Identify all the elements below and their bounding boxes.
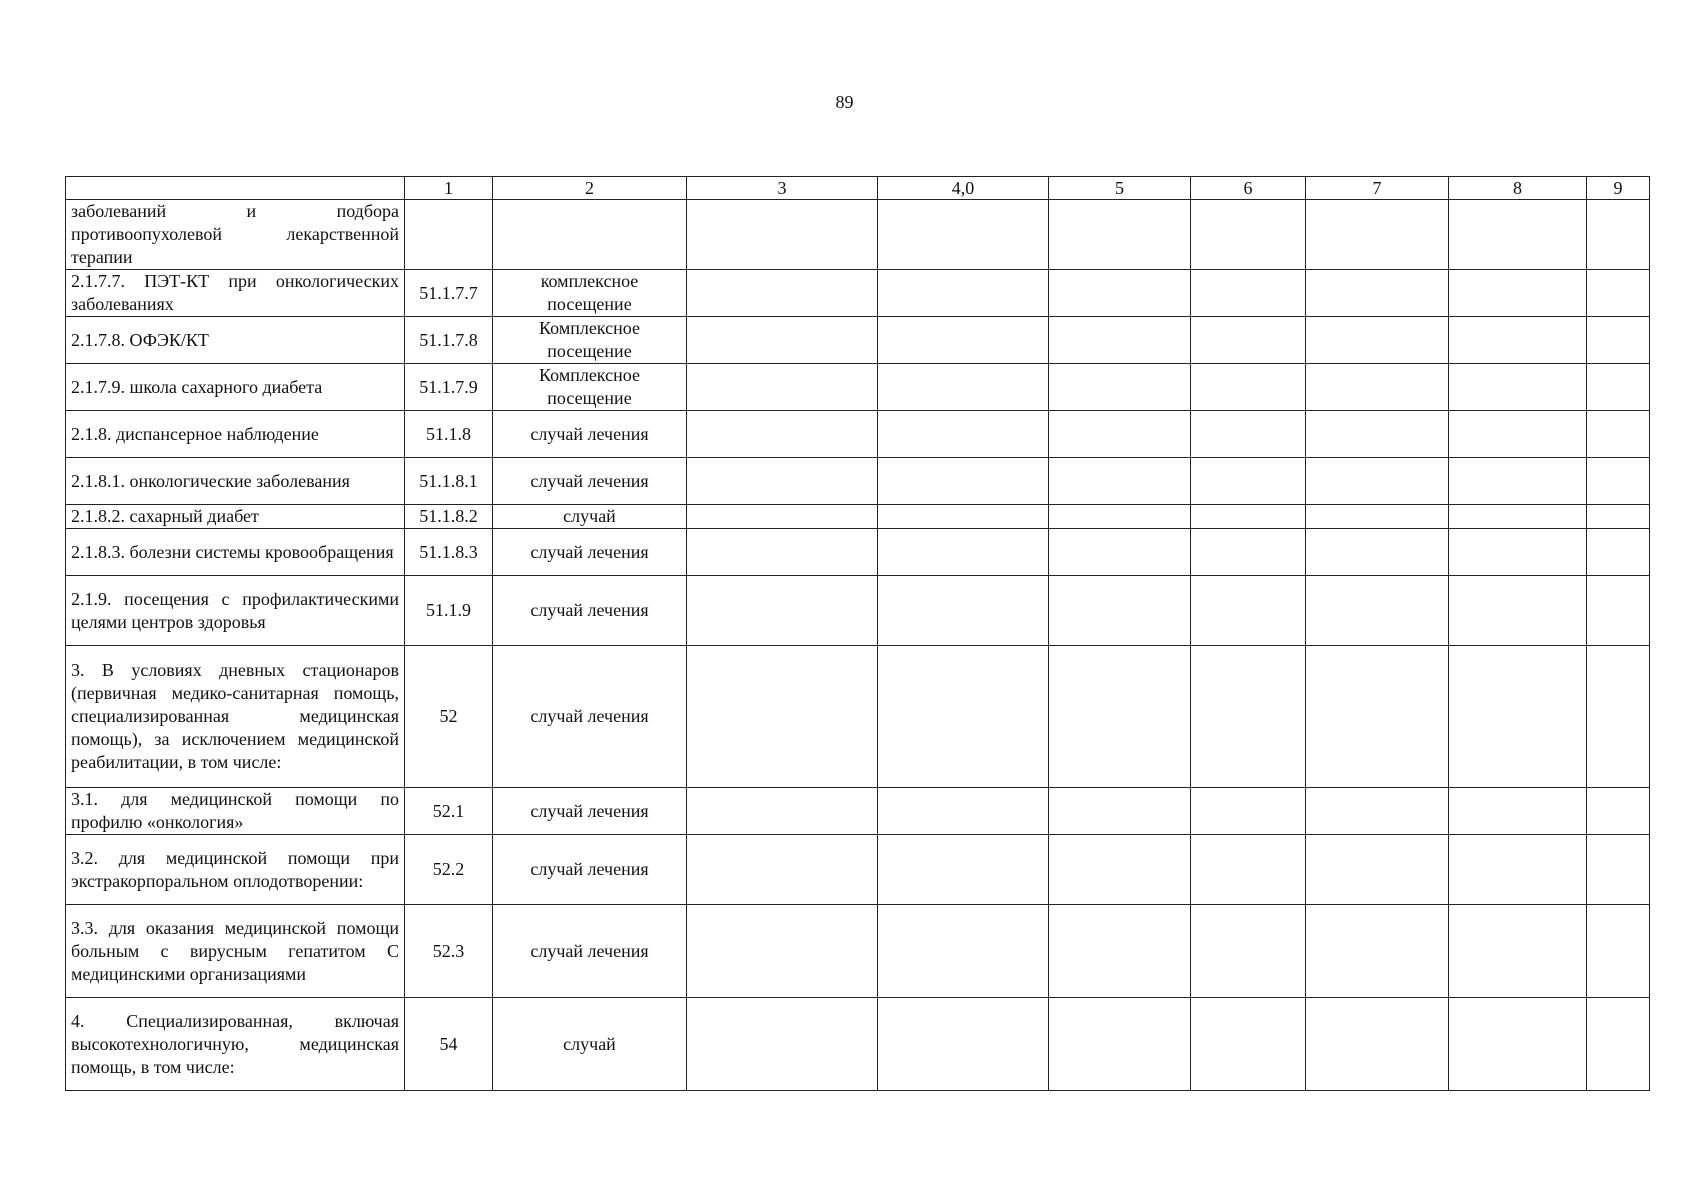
empty-cell [1449,317,1587,364]
row-unit-cell: Комплексное посещение [493,364,687,411]
empty-cell [1449,200,1587,270]
empty-cell [687,905,878,998]
empty-cell [1587,905,1650,998]
header-cell: 3 [687,177,878,200]
empty-cell [1306,458,1449,505]
empty-cell [1191,364,1306,411]
row-name-cell: 4. Специализированная, включая высокотехнологичную, медицинская помощь, в том числе: [66,998,405,1091]
empty-cell [1587,364,1650,411]
row-code-cell: 52 [405,646,493,788]
table-row [66,646,1650,788]
empty-cell [687,317,878,364]
table-row [66,529,1650,576]
empty-cell [1587,788,1650,835]
empty-cell [878,317,1049,364]
empty-cell [878,505,1049,529]
empty-cell [1049,411,1191,458]
row-name-cell: 2.1.8. диспансерное наблюдение [66,411,405,458]
empty-cell [1049,200,1191,270]
empty-cell [1049,788,1191,835]
empty-cell [878,270,1049,317]
row-code-cell: 51.1.7.9 [405,364,493,411]
empty-cell [1191,200,1306,270]
empty-cell [1587,646,1650,788]
empty-cell [1449,998,1587,1091]
empty-cell [687,270,878,317]
row-unit-cell: случай лечения [493,788,687,835]
empty-cell [1587,998,1650,1091]
empty-cell [687,505,878,529]
table-row [66,270,1650,317]
header-row [66,177,1650,200]
row-unit-cell: случай лечения [493,905,687,998]
empty-cell [878,835,1049,905]
empty-cell [1191,998,1306,1091]
empty-cell [1449,270,1587,317]
row-name-cell: 3.2. для медицинской помощи при экстракорпоральном оплодотворении: [66,835,405,905]
empty-cell [1587,835,1650,905]
empty-cell [1191,529,1306,576]
empty-cell [878,788,1049,835]
row-name-cell: 2.1.9. посещения с профилактическими целями центров здоровья [66,576,405,646]
empty-cell [1449,505,1587,529]
empty-cell [1587,200,1650,270]
table-row [66,788,1650,835]
row-code-cell: 51.1.9 [405,576,493,646]
empty-cell [1306,905,1449,998]
table-row [66,905,1650,998]
header-cell: 6 [1191,177,1306,200]
row-code-cell: 51.1.8.3 [405,529,493,576]
empty-cell [687,788,878,835]
header-cell: 2 [493,177,687,200]
empty-cell [878,529,1049,576]
header-cell: 7 [1306,177,1449,200]
header-cell [66,177,405,200]
header-cell: 9 [1587,177,1650,200]
row-unit-cell: комплексное посещение [493,270,687,317]
row-unit-cell: случай лечения [493,529,687,576]
empty-cell [878,905,1049,998]
empty-cell [1049,998,1191,1091]
empty-cell [1306,576,1449,646]
empty-cell [1449,835,1587,905]
header-cell: 1 [405,177,493,200]
empty-cell [1306,835,1449,905]
empty-cell [1191,576,1306,646]
empty-cell [687,411,878,458]
empty-cell [1449,788,1587,835]
row-name-cell: 2.1.8.2. сахарный диабет [66,505,405,529]
empty-cell [878,411,1049,458]
empty-cell [878,646,1049,788]
empty-cell [1191,505,1306,529]
empty-cell [1306,505,1449,529]
empty-cell [1449,364,1587,411]
row-code-cell: 51.1.8 [405,411,493,458]
row-code-cell: 52.2 [405,835,493,905]
empty-cell [1449,458,1587,505]
table-row [66,576,1650,646]
empty-cell [687,364,878,411]
empty-cell [687,458,878,505]
empty-cell [1049,646,1191,788]
header-cell: 4,0 [878,177,1049,200]
row-unit-cell: случай лечения [493,411,687,458]
empty-cell [687,529,878,576]
empty-cell [1191,788,1306,835]
empty-cell [1191,905,1306,998]
row-unit-cell: случай лечения [493,576,687,646]
table-row [66,411,1650,458]
empty-cell [1049,270,1191,317]
data-table [65,176,1650,1091]
row-name-cell: 3.1. для медицинской помощи по профилю «онкология» [66,788,405,835]
empty-cell [1587,411,1650,458]
header-cell: 5 [1049,177,1191,200]
table-row [66,458,1650,505]
row-name-cell: 2.1.7.9. школа сахарного диабета [66,364,405,411]
row-code-cell [405,200,493,270]
empty-cell [878,364,1049,411]
page-number: 89 [835,92,854,112]
empty-cell [1049,364,1191,411]
empty-cell [687,835,878,905]
row-unit-cell: случай [493,998,687,1091]
row-code-cell: 54 [405,998,493,1091]
empty-cell [1306,788,1449,835]
row-code-cell: 51.1.8.2 [405,505,493,529]
empty-cell [1306,411,1449,458]
empty-cell [1049,529,1191,576]
row-name-cell: 2.1.7.8. ОФЭК/КТ [66,317,405,364]
empty-cell [1449,411,1587,458]
empty-cell [1587,529,1650,576]
empty-cell [1306,270,1449,317]
row-name-cell: 3. В условиях дневных стационаров (первичная медико-санитарная помощь, специализированная медицинская помощь), за исключением медицинской реабилитации, в том числе: [66,646,405,788]
row-name-cell: 3.3. для оказания медицинской помощи больным с вирусным гепатитом С медицинскими организациями [66,905,405,998]
empty-cell [1587,317,1650,364]
row-name-cell: заболеваний и подбора противоопухолевой лекарственной терапии [66,200,405,270]
row-unit-cell: случай лечения [493,646,687,788]
empty-cell [1191,317,1306,364]
row-code-cell: 52.3 [405,905,493,998]
empty-cell [1191,458,1306,505]
empty-cell [1306,529,1449,576]
table-row [66,317,1650,364]
row-unit-cell [493,200,687,270]
empty-cell [1449,646,1587,788]
empty-cell [687,200,878,270]
empty-cell [687,646,878,788]
empty-cell [1191,835,1306,905]
empty-cell [1587,576,1650,646]
empty-cell [1191,646,1306,788]
empty-cell [1587,458,1650,505]
empty-cell [1049,576,1191,646]
empty-cell [1587,505,1650,529]
empty-cell [878,576,1049,646]
empty-cell [1449,576,1587,646]
empty-cell [1449,905,1587,998]
row-name-cell: 2.1.7.7. ПЭТ-КТ при онкологических заболеваниях [66,270,405,317]
empty-cell [1306,646,1449,788]
row-code-cell: 52.1 [405,788,493,835]
empty-cell [1049,317,1191,364]
header-cell: 8 [1449,177,1587,200]
empty-cell [1049,905,1191,998]
empty-cell [1306,364,1449,411]
row-code-cell: 51.1.8.1 [405,458,493,505]
empty-cell [878,200,1049,270]
table-row [66,835,1650,905]
empty-cell [1191,411,1306,458]
empty-cell [1306,317,1449,364]
empty-cell [1191,270,1306,317]
empty-cell [1049,505,1191,529]
row-unit-cell: Комплексное посещение [493,317,687,364]
row-name-cell: 2.1.8.3. болезни системы кровообращения [66,529,405,576]
row-code-cell: 51.1.7.7 [405,270,493,317]
empty-cell [1306,200,1449,270]
table-row [66,364,1650,411]
empty-cell [878,458,1049,505]
empty-cell [1587,270,1650,317]
table-row [66,998,1650,1091]
table-row [66,200,1650,270]
empty-cell [1306,998,1449,1091]
empty-cell [1049,458,1191,505]
empty-cell [878,998,1049,1091]
empty-cell [1449,529,1587,576]
row-unit-cell: случай [493,505,687,529]
empty-cell [687,576,878,646]
empty-cell [687,998,878,1091]
row-unit-cell: случай лечения [493,458,687,505]
empty-cell [1049,835,1191,905]
row-code-cell: 51.1.7.8 [405,317,493,364]
row-name-cell: 2.1.8.1. онкологические заболевания [66,458,405,505]
row-unit-cell: случай лечения [493,835,687,905]
table-row [66,505,1650,529]
